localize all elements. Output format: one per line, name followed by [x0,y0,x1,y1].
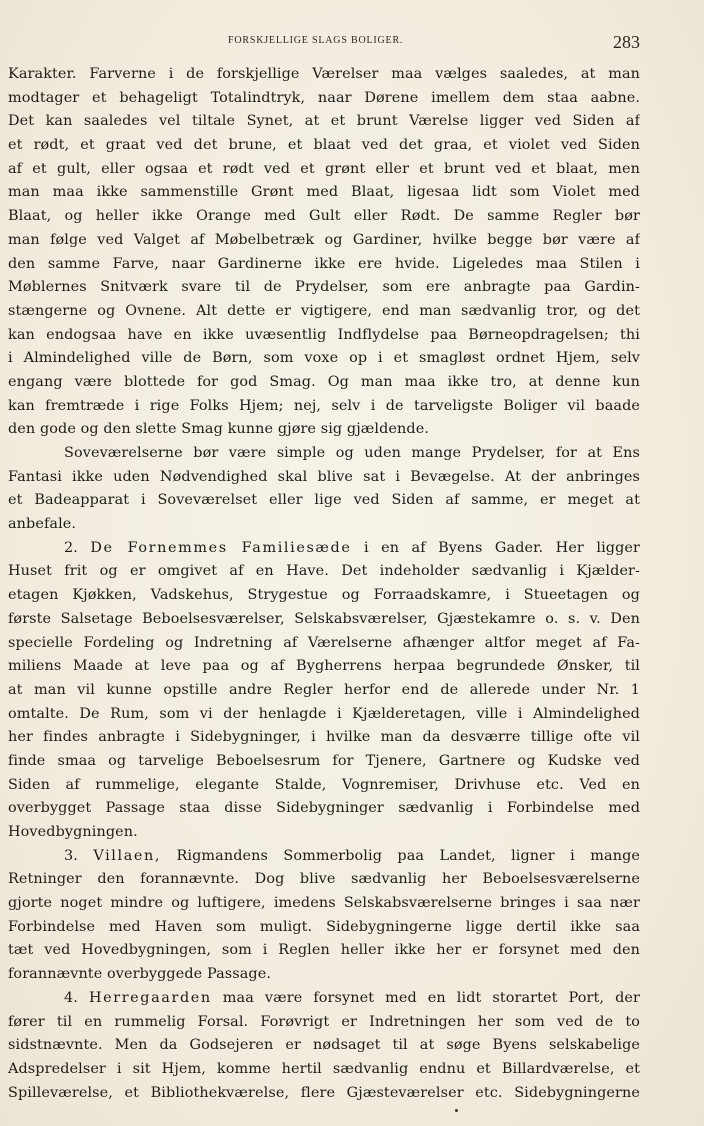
text-line: maa være forsynet med en lidt storartet Port, der [222,989,640,1006]
text-line: omtalte. De Rum, som vi der henlagde i Kjælderetagen, ville i Almindelighed [8,705,640,722]
section-title: Villaen, [93,847,162,864]
text-line: i en af Byens Gader. Her ligger [363,539,640,556]
text-line: Fantasi ikke uden Nødvendighed skal blive sat i Bevægelse. At der anbringes [8,468,640,485]
text-line: finde smaa og tarvelige Beboelsesrum for Tjenere, Gartnere og Kudske ved [8,752,640,769]
text-line: fører til en rummelig Forsal. Forøvrigt er Indretningen her som ved de to [8,1013,640,1030]
text-line: her findes anbragte i Sidebygninger, i hvilke man da desværre tillige ofte vil [8,729,640,746]
text-line: Spilleværelse, et Bibliothekværelse, flere Gjæsteværelser etc. Sidebygningerne [8,1084,640,1101]
section-number: 2. [64,539,78,556]
text-line: et Badeapparat i Soveværelset eller lige ved Siden af samme, er meget at [8,492,640,509]
text-line: modtager et behageligt Totalindtryk, naar Dørene imellem dem staa aabne. [8,89,640,106]
text-line: overbygget Passage staa disse Sidebygninger sædvanlig i Forbindelse med [8,800,640,817]
section-heading-line [8,537,640,561]
page-number: 283 [613,32,640,52]
text-line: Retninger den forannævnte. Dog blive sædvanlig her Beboelsesværelserne [8,871,640,888]
text-line: den samme Farve, naar Gardinerne ikke ere hvide. Ligeledes maa Stilen i [8,255,640,272]
text-line: man følge ved Valget af Møbelbetræk og Gardiner, hvilke begge bør være af [8,231,640,248]
text-line: Møblernes Snitværk svare til de Prydelser, som ere anbragte paa Gardin- [8,279,640,296]
body-text [8,63,640,1105]
text-line: at man vil kunne opstille andre Regler herfor end de allerede under Nr. 1 [8,681,640,698]
text-line: engang være blottede for god Smag. Og man maa ikke tro, at denne kun [8,373,640,390]
text-line: kan fremtræde i rige Folks Hjem; nej, selv i de tarveligste Boliger vil baade [8,397,640,414]
ink-speck [455,1109,458,1112]
text-line: et rødt, et graat ved det brune, et blaat ved det graa, et violet ved Siden [8,137,640,154]
text-line: Soveværelserne bør være simple og uden mange Prydelser, for at Ens [64,445,640,461]
section-title: Herregaarden [88,989,212,1006]
text-line: Siden af rummelige, elegante Stalde, Vognremiser, Drivhuse etc. Ved en [8,776,640,793]
text-line: anbefale. [8,516,77,533]
section-number: 4. [64,989,78,1006]
text-line: miliens Maade at leve paa og af Bygherrens herpaa begrundede Ønsker, til [8,658,640,675]
text-line: Adspredelser i sit Hjem, komme hertil sædvanlig endnu et Billardværelse, et [8,1060,640,1077]
text-line: Blaat, og heller ikke Orange med Gult eller Rødt. De samme Regler bør [8,208,640,225]
text-line: sidstnævnte. Men da Godsejeren er nødsaget til at søge Byens selskabelige [8,1037,640,1054]
text-line: Det kan saaledes vel tiltale Synet, at et brunt Værelse ligger ved Siden af [8,113,640,130]
text-line: Karakter. Farverne i de forskjellige Værelser maa vælges saaledes, at man [8,66,640,82]
section-heading-line [8,987,640,1011]
text-line: tæt ved Hovedbygningen, som i Reglen heller ikke her er forsynet med den [8,942,640,959]
text-line: Hovedbygningen. [8,824,138,840]
running-head: FORSKJELLIGE SLAGS BOLIGER. [228,35,404,46]
text-line: gjorte noget mindre og luftigere, imedens Selskabsværelserne bringes i saa nær [8,895,640,912]
section-title: De Fornemmes Familiesæde [90,539,352,556]
section-heading-line [8,845,640,869]
text-line: Forbindelse med Haven som muligt. Sidebygningerne ligge dertil ikke saa [8,918,640,935]
text-line: specielle Fordeling og Indretning af Værelserne afhænger altfor meget af Fa- [8,634,640,651]
text-line: man maa ikke sammenstille Grønt med Blaat, ligesaa lidt som Violet med [8,184,640,201]
text-line: etagen Kjøkken, Vadskehus, Strygestue og Forraadskamre, i Stueetagen og [8,587,640,604]
text-line: stængerne og Ovnene. Alt dette er vigtigere, end man sædvanlig tror, og det [8,302,640,319]
section-number: 3. [64,847,78,864]
text-line: kan endogsaa have en ikke uvæsentlig Indflydelse paa Børneopdragelsen; thi [8,326,640,343]
text-line: første Salsetage Beboelsesværelser, Selskabsværelser, Gjæstekamre o. s. v. Den [8,610,640,627]
text-line: den gode og den slette Smag kunne gjøre sig gjældende. [8,421,429,438]
text-line: i Almindelighed ville de Børn, som voxe op i et smagløst ordnet Hjem, selv [8,350,640,367]
page-header [0,32,704,54]
text-line: forannævnte overbyggede Passage. [8,966,272,983]
text-line: Rigmandens Sommerbolig paa Landet, ligner i mange [176,847,640,864]
text-line: Huset frit og er omgivet af en Have. Det indeholder sædvanlig i Kjælder- [8,563,640,580]
text-line: af et gult, eller ogsaa et rødt ved et grønt eller et brunt ved et blaat, men [8,160,640,177]
